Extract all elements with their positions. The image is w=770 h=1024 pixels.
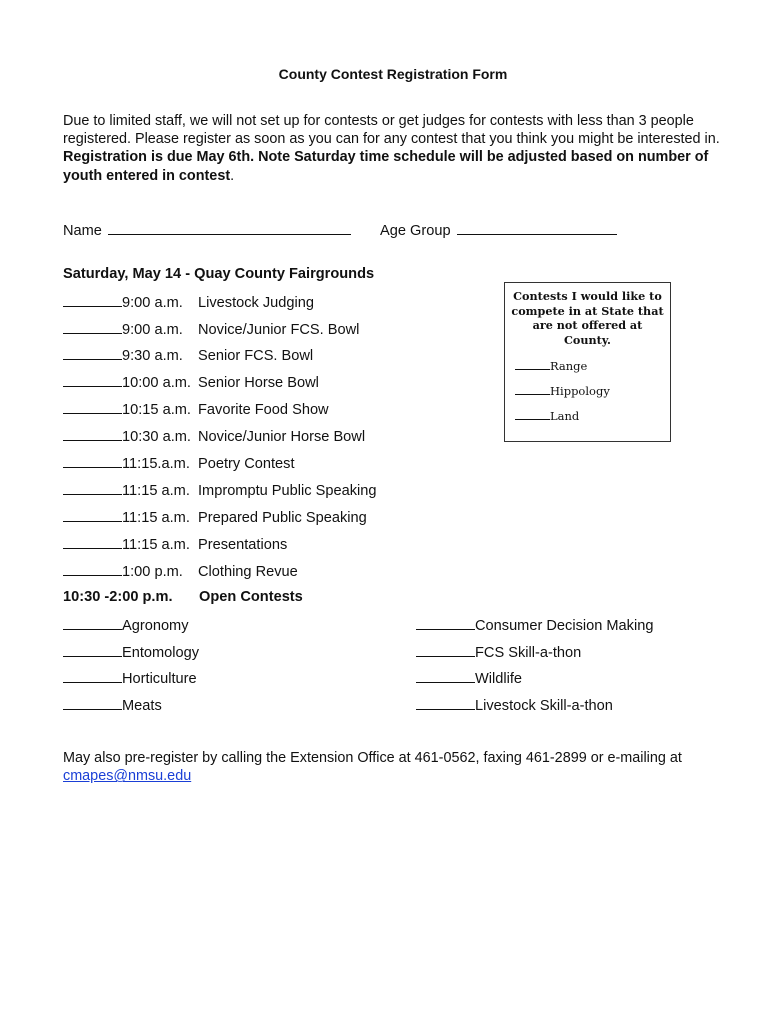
open-contest-name: Agronomy (122, 618, 189, 634)
schedule-contest: Prepared Public Speaking (198, 510, 367, 526)
state-option-label: Hippology (550, 384, 610, 398)
footer-text: May also pre-register by calling the Extension Office at 461-0562, faxing 461-2899 or e-mailing at (63, 750, 682, 766)
age-group-label: Age Group (380, 223, 451, 239)
open-contest-row (63, 696, 162, 714)
open-contest-name: Consumer Decision Making (475, 618, 654, 634)
state-contests-box (504, 282, 671, 442)
schedule-row (63, 454, 295, 472)
name-field-row (63, 221, 351, 239)
state-option-row (515, 384, 610, 398)
schedule-time: 9:00 a.m. (122, 295, 183, 311)
saturday-heading: Saturday, May 14 - Quay County Fairgrounds (63, 266, 375, 282)
age-group-field-row (380, 221, 617, 239)
open-contest-row (416, 669, 522, 687)
state-option-label: Range (550, 359, 588, 373)
schedule-row (63, 373, 319, 391)
schedule-contest: Favorite Food Show (198, 402, 329, 418)
schedule-contest: Poetry Contest (198, 456, 295, 472)
schedule-entry-blank[interactable] (63, 508, 122, 522)
schedule-time: 9:00 a.m. (122, 322, 183, 338)
schedule-contest: Novice/Junior FCS. Bowl (198, 322, 360, 338)
name-label: Name (63, 223, 102, 239)
open-contest-row (416, 643, 581, 661)
schedule-row (63, 346, 313, 364)
open-contest-blank[interactable] (416, 696, 475, 710)
open-contest-blank[interactable] (63, 696, 122, 710)
intro-text: Due to limited staff, we will not set up for contests or get judges for contests with less than 3 people registered. Please register as soon as you can for any contest that you think you might be interested in. (63, 113, 720, 148)
schedule-time: 1:00 p.m. (122, 564, 183, 580)
intro-deadline-note: Registration is due May 6th. Note Saturday time schedule will be adjusted based on number of youth entered in contest (63, 149, 709, 184)
open-contest-row (63, 669, 197, 687)
footer-note (63, 749, 743, 786)
open-contest-blank[interactable] (416, 643, 475, 657)
schedule-entry-blank[interactable] (63, 373, 122, 387)
schedule-time: 10:00 a.m. (122, 375, 191, 391)
schedule-contest: Senior Horse Bowl (198, 375, 319, 391)
schedule-entry-blank[interactable] (63, 535, 122, 549)
state-option-blank[interactable] (515, 360, 550, 370)
schedule-entry-blank[interactable] (63, 454, 122, 468)
state-contests-heading: Contests I would like to compete in at State that are not offered at County. (511, 289, 664, 347)
open-contest-blank[interactable] (416, 669, 475, 683)
schedule-entry-blank[interactable] (63, 481, 122, 495)
schedule-time: 10:30 a.m. (122, 429, 191, 445)
open-contest-blank[interactable] (63, 643, 122, 657)
open-contest-row (416, 616, 653, 634)
schedule-contest: Presentations (198, 537, 288, 553)
open-contest-row (416, 696, 613, 714)
schedule-entry-blank[interactable] (63, 427, 122, 441)
open-contest-blank[interactable] (63, 616, 122, 630)
schedule-row (63, 400, 329, 418)
age-group-field[interactable] (457, 221, 617, 235)
intro-period: . (230, 167, 235, 184)
schedule-row (63, 293, 314, 311)
open-contest-name: Meats (122, 698, 162, 714)
schedule-contest: Senior FCS. Bowl (198, 348, 314, 364)
form-title: County Contest Registration Form (278, 66, 508, 82)
schedule-time: 11:15.a.m. (122, 456, 190, 472)
schedule-row (63, 535, 287, 553)
schedule-entry-blank[interactable] (63, 293, 122, 307)
open-contest-name: Entomology (122, 645, 200, 661)
schedule-entry-blank[interactable] (63, 400, 122, 414)
schedule-time: 11:15 a.m. (122, 537, 190, 553)
state-option-blank[interactable] (515, 410, 550, 420)
open-contest-name: Wildlife (475, 671, 523, 687)
state-option-label: Land (550, 409, 580, 423)
schedule-contest: Clothing Revue (198, 564, 298, 580)
schedule-contest: Novice/Junior Horse Bowl (198, 429, 366, 445)
open-contests-label: Open Contests (199, 589, 303, 605)
schedule-time: 10:15 a.m. (122, 402, 191, 418)
email-link[interactable]: cmapes@nmsu.edu (63, 768, 192, 785)
schedule-contest: Impromptu Public Speaking (198, 483, 377, 499)
state-option-blank[interactable] (515, 385, 550, 395)
intro-paragraph (63, 112, 723, 185)
schedule-contest: Livestock Judging (198, 295, 315, 311)
open-contest-row (63, 616, 189, 634)
schedule-row (63, 320, 359, 338)
schedule-row (63, 481, 376, 499)
state-option-row (515, 409, 579, 423)
schedule-entry-blank[interactable] (63, 346, 122, 360)
name-field[interactable] (108, 221, 351, 235)
open-contest-blank[interactable] (416, 616, 475, 630)
open-contests-time: 10:30 -2:00 p.m. (63, 589, 173, 605)
open-contest-name: Horticulture (122, 671, 197, 687)
schedule-row (63, 508, 367, 526)
schedule-entry-blank[interactable] (63, 320, 122, 334)
open-contest-row (63, 643, 199, 661)
schedule-time: 11:15 a.m. (122, 483, 190, 499)
schedule-row (63, 562, 298, 580)
schedule-time: 9:30 a.m. (122, 348, 183, 364)
open-contest-name: FCS Skill-a-thon (475, 645, 582, 661)
open-contest-blank[interactable] (63, 669, 122, 683)
schedule-row (63, 427, 365, 445)
open-contest-name: Livestock Skill-a-thon (475, 698, 613, 714)
schedule-entry-blank[interactable] (63, 562, 122, 576)
state-option-row (515, 359, 587, 373)
schedule-time: 11:15 a.m. (122, 510, 190, 526)
